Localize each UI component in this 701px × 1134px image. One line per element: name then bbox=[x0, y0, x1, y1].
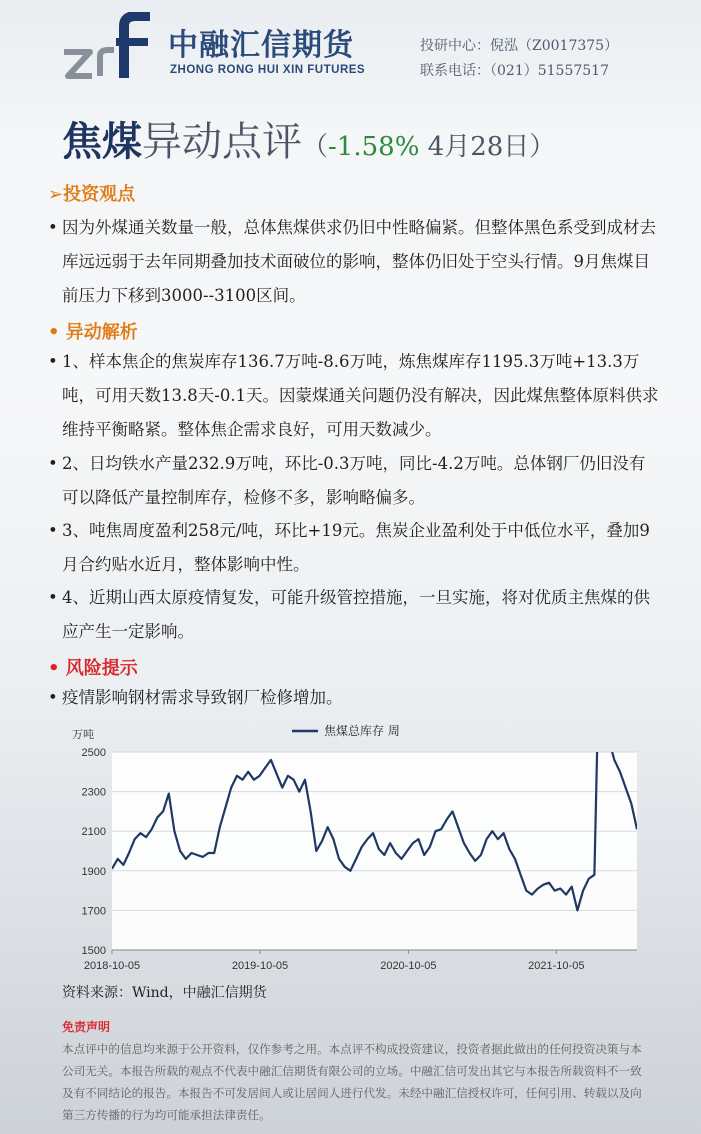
research-contact: 投研中心：倪泓（Z0017375） bbox=[420, 38, 619, 54]
bullet-icon: • bbox=[48, 218, 58, 237]
y-tick-label: 1700 bbox=[81, 905, 106, 918]
risk-text: 疫情影响钢材需求导致钢厂检修增加。 bbox=[62, 688, 343, 707]
page-title bbox=[62, 110, 555, 167]
risk-paragraph bbox=[48, 681, 660, 715]
data-source: 资料来源：Wind，中融汇信期货 bbox=[62, 985, 267, 1001]
analysis-text: 2、日均铁水产量232.9万吨，环比-0.3万吨，同比-4.2万吨。总体钢厂仍旧没有可以降低产量控制库存，检修不多，影响略偏多。 bbox=[62, 454, 646, 507]
brand-name-en: ZHONG RONG HUI XIN FUTURES bbox=[170, 64, 366, 76]
x-tick-label: 2021-10-05 bbox=[528, 960, 585, 972]
analysis-item bbox=[48, 514, 660, 582]
bullet-icon: • bbox=[48, 521, 58, 540]
x-tick-label: 2019-10-05 bbox=[231, 960, 289, 972]
analysis-item bbox=[48, 581, 660, 649]
y-tick-label: 2300 bbox=[81, 786, 106, 799]
y-tick-label: 1900 bbox=[81, 865, 106, 878]
y-tick-label: 2500 bbox=[81, 747, 106, 759]
x-tick-label: 2018-10-05 bbox=[83, 960, 141, 972]
section-view-heading: ➢投资观点 bbox=[48, 184, 136, 205]
y-tick-label: 2100 bbox=[81, 826, 106, 839]
company-logo-icon bbox=[62, 12, 154, 80]
y-tick-label: 1500 bbox=[81, 945, 106, 957]
plot-background bbox=[112, 752, 637, 950]
section-risk-heading: • 风险提示 bbox=[48, 658, 138, 679]
analysis-text: 3、吨焦周度盈利258元/吨，环比+19元。焦炭企业盈利处于中低位水平，叠加9月合约贴水近月，整体影响中性。 bbox=[62, 521, 650, 574]
title-subject: 异动点评 bbox=[142, 119, 302, 165]
analysis-item bbox=[48, 447, 660, 515]
bullet-icon: • bbox=[48, 454, 58, 473]
title-change-percent: -1.58% bbox=[328, 132, 420, 162]
analysis-text: 4、近期山西太原疫情复发，可能升级管控措施，一旦实施，将对优质主焦煤的供应产生一定影响。 bbox=[62, 588, 650, 641]
section-analysis-heading: • 异动解析 bbox=[48, 322, 138, 343]
phone-contact: 联系电话：（021）51557517 bbox=[420, 63, 609, 79]
bullet-icon: • bbox=[48, 352, 58, 371]
analysis-text: 1、样本焦企的焦炭库存136.7万吨-8.6万吨，炼焦煤库存1195.3万吨+13.3万吨，可用天数13.8天-0.1天。因蒙煤通关问题仍没有解决，因此煤焦整体原料供求维持平衡略紧。整体焦企需求良好，可用天数减少。 bbox=[62, 352, 659, 439]
bullet-icon: • bbox=[48, 688, 58, 707]
chart-svg bbox=[60, 715, 650, 980]
inventory-chart bbox=[60, 715, 650, 980]
legend-label: 焦煤总库存 周 bbox=[324, 724, 400, 738]
title-date: 4月28日） bbox=[419, 132, 556, 162]
title-paren: （ bbox=[302, 132, 329, 162]
analysis-item bbox=[48, 345, 660, 447]
bullet-icon: • bbox=[48, 588, 58, 607]
view-text: 因为外煤通关数量一般，总体焦煤供求仍旧中性略偏紧。但整体黑色系受到成材去库远远弱于去年同期叠加技术面破位的影响，整体仍旧处于空头行情。9月焦煤目前压力下移到3000--3100区间。 bbox=[62, 218, 656, 305]
disclaimer-text: 本点评中的信息均来源于公开资料，仅作参考之用。本点评不构成投资建议，投资者据此做出的任何投资决策与本公司无关。本报告所载的观点不代表中融汇信期货有限公司的立场。中融汇信可发出其它与本报告所载资料不一致及有不同结论的报告。本报告不可发居间人或让居间人进行代发。未经中融汇信授权许可，任何引用、转载以及向第三方传播的行为均可能承担法律责任。 bbox=[62, 1042, 642, 1122]
header bbox=[0, 0, 701, 100]
y-axis-unit-label: 万吨 bbox=[72, 728, 94, 741]
view-paragraph bbox=[48, 211, 660, 313]
brand-name-cn: 中融汇信期货 bbox=[168, 28, 354, 63]
x-tick-label: 2020-10-05 bbox=[380, 960, 437, 972]
disclaimer-title: 免责声明 bbox=[62, 1020, 111, 1034]
title-commodity: 焦煤 bbox=[62, 118, 142, 165]
